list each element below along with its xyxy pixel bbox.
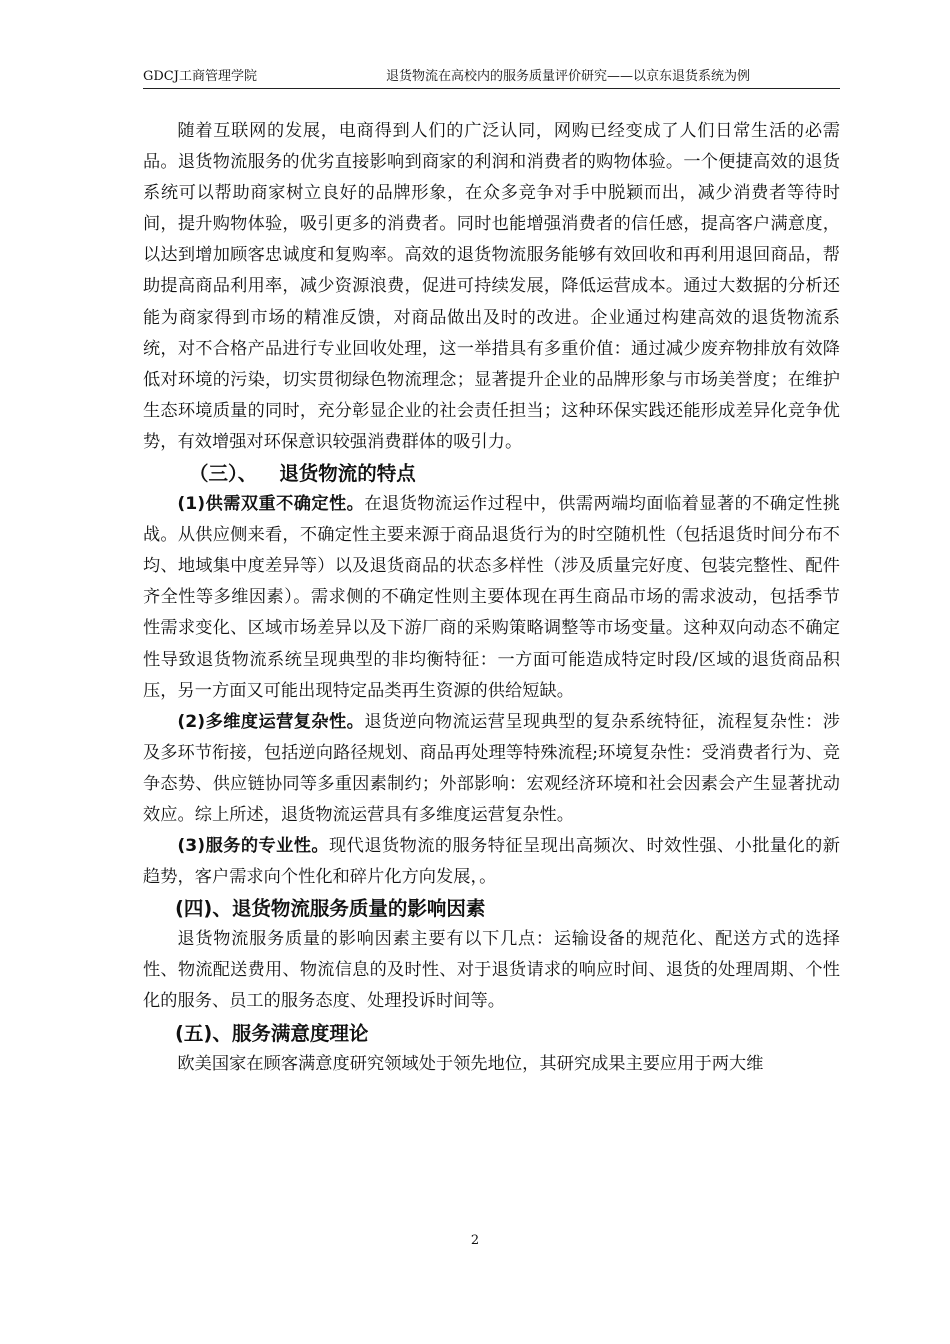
section-4-paragraph: 退货物流服务质量的影响因素主要有以下几点：运输设备的规范化、配送方式的选择性、物流配送费用、物流信息的及时性、对于退货请求的响应时间、退货的处理周期、个性化的服务、员工的服务态度、处理投诉时间等。 xyxy=(143,929,840,1012)
section-3-item-1 xyxy=(143,489,840,707)
section-3-number: （三）、 xyxy=(189,462,258,486)
intro-paragraph: 随着互联网的发展，电商得到人们的广泛认同，网购已经变成了人们日常生活的必需品。退货物流服务的优劣直接影响到商家的利润和消费者的购物体验。一个便捷高效的退货系统可以帮助商家树立良好的品牌形象，在众多竞争对手中脱颖而出，减少消费者等待时间，提升购物体验，吸引更多的消费者。同时也能增强消费者的信任感，提高客户满意度，以达到增加顾客忠诚度和复购率。高效的退货物流服务能够有效回收和再利用退回商品，帮助提高商品利用率，减少资源浪费，促进可持续发展，降低运营成本。通过大数据的分析还能为商家得到市场的精准反馈，对商品做出及时的改进。企业通过构建高效的退货物流系统，对不合格产品进行专业回收处理，这一举措具有多重价值：通过减少废弃物排放有效降低对环境的污染，切实贯彻绿色物流理念；显著提升企业的品牌形象与市场美誉度；在维护生态环境质量的同时，充分彰显企业的社会责任担当；这种环保实践还能形成差异化竞争优势，有效增强对环保意识较强消费群体的吸引力。 xyxy=(143,121,840,452)
item-1-lead: (1)供需双重不确定性。 xyxy=(177,494,365,515)
item-2-lead: (2)多维度运营复杂性。 xyxy=(177,711,365,732)
item-3-text: 现代退货物流的服务特征呈现出高频次、时效性强、小批量化的新趋势，客户需求向个性化和碎片化方向发展，。 xyxy=(143,836,841,888)
item-3-lead: (3)服务的专业性。 xyxy=(177,836,330,857)
page-number: 2 xyxy=(470,1233,480,1248)
page-body xyxy=(143,116,840,1080)
header-paper-title: 退货物流在高校内的服务质量评价研究——以京东退货系统为例 xyxy=(386,69,751,84)
item-2-text: 退货逆向物流运营呈现典型的复杂系统特征，流程复杂性：涉及多环节衔接，包括逆向路径规划、商品再处理等特殊流程;环境复杂性：受消费者行为、竞争态势、供应链协同等多重因素制约；外部影响：宏观经济环境和社会因素会产生显著扰动效应。综上所述，退货物流运营具有多维度运营复杂性。 xyxy=(143,711,840,825)
item-1-text: 在退货物流运作过程中，供需两端均面临着显著的不确定性挑战。从供应侧来看，不确定性主要来源于商品退货行为的时空随机性（包括退货时间分布不均、地域集中度差异等）以及退货商品的状态多样性（涉及质量完好度、包装完整性、配件齐全性等多维因素）。需求侧的不确定性则主要体现在再生商品市场的需求波动，包括季节性需求变化、区域市场差异以及下游厂商的采购策略调整等市场变量。这种双向动态不确定性导致退货物流系统呈现典型的非均衡特征：一方面可能造成特定时段/区域的退货商品积压，另一方面又可能出现特定品类再生资源的供给短缺。 xyxy=(143,494,840,701)
section-5-paragraph: 欧美国家在顾客满意度研究领域处于领先地位，其研究成果主要应用于两大维 xyxy=(177,1053,764,1074)
header-institution: GDCJ工商管理学院 xyxy=(143,69,257,84)
section-3-item-3 xyxy=(143,831,840,893)
section-4-heading: (四)、退货物流服务质量的影响因素 xyxy=(175,897,486,921)
section-3-heading xyxy=(143,458,840,489)
section-3-title: 退货物流的特点 xyxy=(279,462,416,486)
page-header xyxy=(143,66,840,89)
section-5-heading: (五)、服务满意度理论 xyxy=(175,1021,369,1045)
section-3-item-2 xyxy=(143,707,840,831)
